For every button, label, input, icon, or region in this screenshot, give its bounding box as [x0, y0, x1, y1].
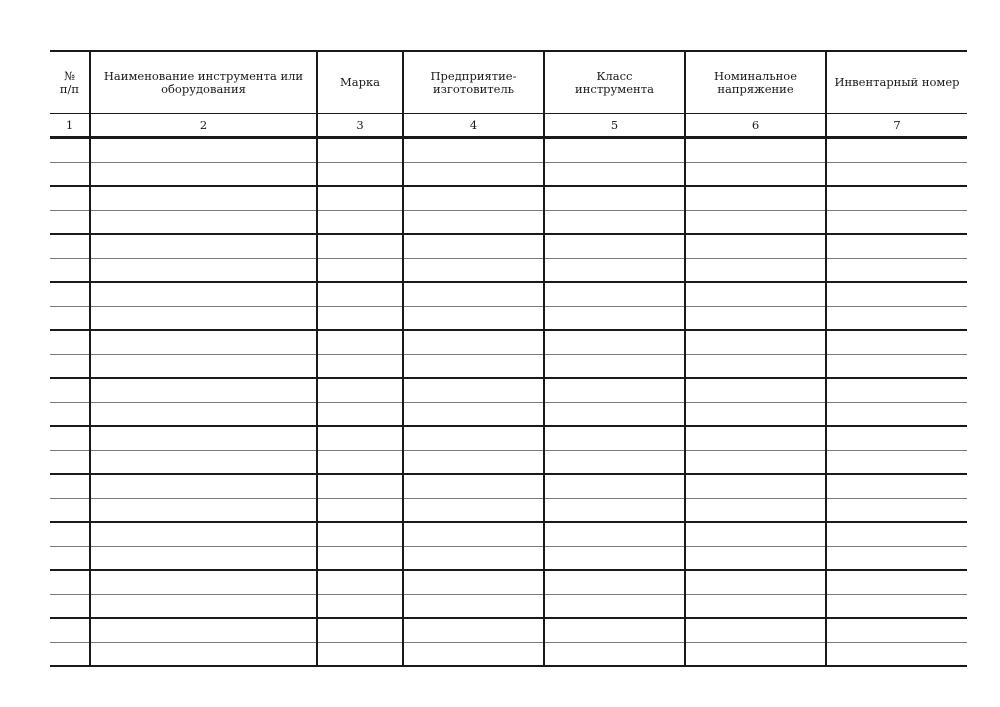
- table-cell[interactable]: [50, 618, 90, 642]
- table-cell[interactable]: [50, 162, 90, 186]
- table-cell[interactable]: [50, 546, 90, 570]
- table-row: [50, 402, 967, 426]
- column-number: 5: [544, 114, 685, 138]
- table-row: [50, 426, 967, 450]
- table-row: [50, 282, 967, 306]
- table-cell[interactable]: [685, 258, 826, 282]
- table-cell[interactable]: [403, 330, 544, 354]
- table-cell[interactable]: [826, 474, 967, 498]
- table-cell[interactable]: [826, 162, 967, 186]
- table-cell[interactable]: [50, 306, 90, 330]
- table-cell[interactable]: [544, 498, 685, 522]
- table-cell[interactable]: [90, 402, 317, 426]
- table-cell[interactable]: [685, 546, 826, 570]
- table-cell[interactable]: [544, 546, 685, 570]
- table-row: [50, 546, 967, 570]
- column-header-inventory-number: [826, 51, 967, 114]
- table-row: [50, 522, 967, 546]
- table-cell[interactable]: [50, 594, 90, 618]
- equipment-register-table: [50, 50, 967, 667]
- table-cell[interactable]: [685, 618, 826, 642]
- table-cell[interactable]: [90, 594, 317, 618]
- table-cell[interactable]: [544, 138, 685, 163]
- table-row: [50, 330, 967, 354]
- table-cell[interactable]: [544, 618, 685, 642]
- table-cell[interactable]: [403, 258, 544, 282]
- table-cell[interactable]: [685, 474, 826, 498]
- table-cell[interactable]: [403, 498, 544, 522]
- table-cell[interactable]: [403, 354, 544, 378]
- table-cell[interactable]: [826, 570, 967, 594]
- table-cell[interactable]: [317, 546, 403, 570]
- table-cell[interactable]: [685, 282, 826, 306]
- table-cell[interactable]: [50, 330, 90, 354]
- table-cell[interactable]: [826, 642, 967, 666]
- table-cell[interactable]: [90, 450, 317, 474]
- table-cell[interactable]: [685, 522, 826, 546]
- table-cell[interactable]: [403, 426, 544, 450]
- table-cell[interactable]: [403, 450, 544, 474]
- header-label: Класс инструмента: [575, 69, 654, 96]
- table-cell[interactable]: [90, 570, 317, 594]
- table-cell[interactable]: [90, 618, 317, 642]
- table-cell[interactable]: [544, 258, 685, 282]
- table-cell[interactable]: [544, 474, 685, 498]
- table-cell[interactable]: [403, 210, 544, 234]
- table-cell[interactable]: [544, 378, 685, 402]
- table-row: [50, 162, 967, 186]
- header-label: Марка: [339, 75, 381, 90]
- table-cell[interactable]: [544, 402, 685, 426]
- table-cell[interactable]: [317, 186, 403, 210]
- table-row: [50, 474, 967, 498]
- column-number: 6: [685, 114, 826, 138]
- table-cell[interactable]: [544, 330, 685, 354]
- table-cell[interactable]: [317, 330, 403, 354]
- table-cell[interactable]: [50, 570, 90, 594]
- table-cell[interactable]: [685, 186, 826, 210]
- column-number: 4: [403, 114, 544, 138]
- table-cell[interactable]: [50, 138, 90, 163]
- table-cell[interactable]: [826, 546, 967, 570]
- table-row: [50, 210, 967, 234]
- table-cell[interactable]: [544, 570, 685, 594]
- table-row: [50, 306, 967, 330]
- table-cell[interactable]: [685, 594, 826, 618]
- table-cell[interactable]: [544, 210, 685, 234]
- table-cell[interactable]: [50, 450, 90, 474]
- header-label: Наименование инструмента или оборудования: [103, 69, 304, 96]
- table-cell[interactable]: [826, 618, 967, 642]
- table-cell[interactable]: [50, 234, 90, 258]
- table-cell[interactable]: [685, 570, 826, 594]
- table-cell[interactable]: [317, 498, 403, 522]
- table-cell[interactable]: [317, 258, 403, 282]
- table-cell[interactable]: [826, 138, 967, 163]
- column-header-rated-voltage: [685, 51, 826, 114]
- table-row: [50, 498, 967, 522]
- table-cell[interactable]: [50, 282, 90, 306]
- table-row: [50, 378, 967, 402]
- table-cell[interactable]: [826, 378, 967, 402]
- table-cell[interactable]: [403, 234, 544, 258]
- table-cell[interactable]: [90, 306, 317, 330]
- table-cell[interactable]: [685, 450, 826, 474]
- table-cell[interactable]: [826, 426, 967, 450]
- table-cell[interactable]: [317, 426, 403, 450]
- table-row: [50, 186, 967, 210]
- table-cell[interactable]: [317, 642, 403, 666]
- table-cell[interactable]: [544, 306, 685, 330]
- table-cell[interactable]: [685, 234, 826, 258]
- table-row: [50, 450, 967, 474]
- table-cell[interactable]: [317, 282, 403, 306]
- table-cell[interactable]: [826, 210, 967, 234]
- table-cell[interactable]: [317, 570, 403, 594]
- table-cell[interactable]: [544, 354, 685, 378]
- table-cell[interactable]: [90, 642, 317, 666]
- table-cell[interactable]: [90, 258, 317, 282]
- table-cell[interactable]: [685, 498, 826, 522]
- table-cell[interactable]: [317, 594, 403, 618]
- column-header-name: [90, 51, 317, 114]
- table-cell[interactable]: [90, 282, 317, 306]
- column-number: 1: [50, 114, 90, 138]
- table-cell[interactable]: [50, 402, 90, 426]
- table-cell[interactable]: [403, 402, 544, 426]
- table-cell[interactable]: [826, 450, 967, 474]
- table-cell[interactable]: [685, 330, 826, 354]
- table-cell[interactable]: [544, 450, 685, 474]
- table-cell[interactable]: [826, 354, 967, 378]
- table-cell[interactable]: [90, 210, 317, 234]
- table-row: [50, 234, 967, 258]
- table-cell[interactable]: [50, 210, 90, 234]
- table-cell[interactable]: [403, 642, 544, 666]
- table-cell[interactable]: [317, 210, 403, 234]
- table-row: [50, 642, 967, 666]
- table-cell[interactable]: [685, 426, 826, 450]
- table-cell[interactable]: [50, 426, 90, 450]
- table-cell[interactable]: [317, 306, 403, 330]
- table-cell[interactable]: [317, 138, 403, 163]
- table-cell[interactable]: [685, 378, 826, 402]
- header-label: № п/п: [59, 69, 80, 96]
- table-cell[interactable]: [90, 354, 317, 378]
- table-cell[interactable]: [826, 594, 967, 618]
- column-header-number: [50, 51, 90, 114]
- table-cell[interactable]: [90, 162, 317, 186]
- table-row: [50, 618, 967, 642]
- table-cell[interactable]: [544, 594, 685, 618]
- table-cell[interactable]: [685, 642, 826, 666]
- table-cell[interactable]: [403, 282, 544, 306]
- table-row: [50, 354, 967, 378]
- table-cell[interactable]: [403, 594, 544, 618]
- table-cell[interactable]: [403, 474, 544, 498]
- table-cell[interactable]: [544, 186, 685, 210]
- table-cell[interactable]: [50, 642, 90, 666]
- table-cell[interactable]: [826, 402, 967, 426]
- table-cell[interactable]: [90, 138, 317, 163]
- table-cell[interactable]: [90, 546, 317, 570]
- table-cell[interactable]: [544, 522, 685, 546]
- table-cell[interactable]: [403, 306, 544, 330]
- column-header-tool-class: [544, 51, 685, 114]
- table-cell[interactable]: [826, 234, 967, 258]
- table-cell[interactable]: [685, 210, 826, 234]
- table-cell[interactable]: [826, 306, 967, 330]
- table-cell[interactable]: [685, 354, 826, 378]
- table-cell[interactable]: [317, 234, 403, 258]
- table-cell[interactable]: [50, 522, 90, 546]
- table-cell[interactable]: [544, 642, 685, 666]
- table-cell[interactable]: [403, 138, 544, 163]
- table-cell[interactable]: [685, 306, 826, 330]
- column-number: 3: [317, 114, 403, 138]
- table-row: [50, 594, 967, 618]
- table-cell[interactable]: [826, 498, 967, 522]
- header-row: [50, 51, 967, 114]
- table-cell[interactable]: [685, 402, 826, 426]
- table-cell[interactable]: [403, 618, 544, 642]
- table-cell[interactable]: [403, 570, 544, 594]
- column-header-manufacturer: [403, 51, 544, 114]
- table-cell[interactable]: [90, 186, 317, 210]
- column-number: 7: [826, 114, 967, 138]
- table-cell[interactable]: [90, 498, 317, 522]
- table-cell[interactable]: [544, 162, 685, 186]
- table-row: [50, 258, 967, 282]
- table-cell[interactable]: [403, 186, 544, 210]
- table-cell[interactable]: [826, 186, 967, 210]
- table-cell[interactable]: [685, 162, 826, 186]
- table-cell[interactable]: [50, 186, 90, 210]
- table-cell[interactable]: [317, 618, 403, 642]
- table-row: [50, 138, 967, 163]
- table-cell[interactable]: [90, 234, 317, 258]
- table-cell[interactable]: [317, 402, 403, 426]
- table-cell[interactable]: [317, 162, 403, 186]
- table-cell[interactable]: [90, 378, 317, 402]
- table-cell[interactable]: [826, 522, 967, 546]
- table-cell[interactable]: [50, 378, 90, 402]
- table-cell[interactable]: [403, 162, 544, 186]
- column-number-row: [50, 114, 967, 138]
- table-cell[interactable]: [317, 354, 403, 378]
- column-number: 2: [90, 114, 317, 138]
- table-row: [50, 570, 967, 594]
- table-cell[interactable]: [826, 258, 967, 282]
- table-cell[interactable]: [90, 426, 317, 450]
- header-label: Номинальное напряжение: [713, 69, 798, 96]
- table-cell[interactable]: [544, 234, 685, 258]
- table-cell[interactable]: [317, 378, 403, 402]
- table-cell[interactable]: [317, 522, 403, 546]
- table-cell[interactable]: [826, 330, 967, 354]
- table-cell[interactable]: [403, 378, 544, 402]
- table-cell[interactable]: [403, 522, 544, 546]
- table-cell[interactable]: [90, 330, 317, 354]
- table-cell[interactable]: [544, 426, 685, 450]
- table-cell[interactable]: [544, 282, 685, 306]
- table-cell[interactable]: [90, 522, 317, 546]
- table-cell[interactable]: [826, 282, 967, 306]
- column-header-brand: [317, 51, 403, 114]
- header-label: Инвентарный номер: [834, 75, 960, 90]
- table-cell[interactable]: [403, 546, 544, 570]
- header-label: Предприятие- изготовитель: [430, 69, 517, 96]
- table-cell[interactable]: [50, 498, 90, 522]
- table-cell[interactable]: [50, 474, 90, 498]
- table-cell[interactable]: [317, 450, 403, 474]
- table-cell[interactable]: [317, 474, 403, 498]
- table-cell[interactable]: [685, 138, 826, 163]
- table-cell[interactable]: [90, 474, 317, 498]
- table-cell[interactable]: [50, 354, 90, 378]
- table-cell[interactable]: [50, 258, 90, 282]
